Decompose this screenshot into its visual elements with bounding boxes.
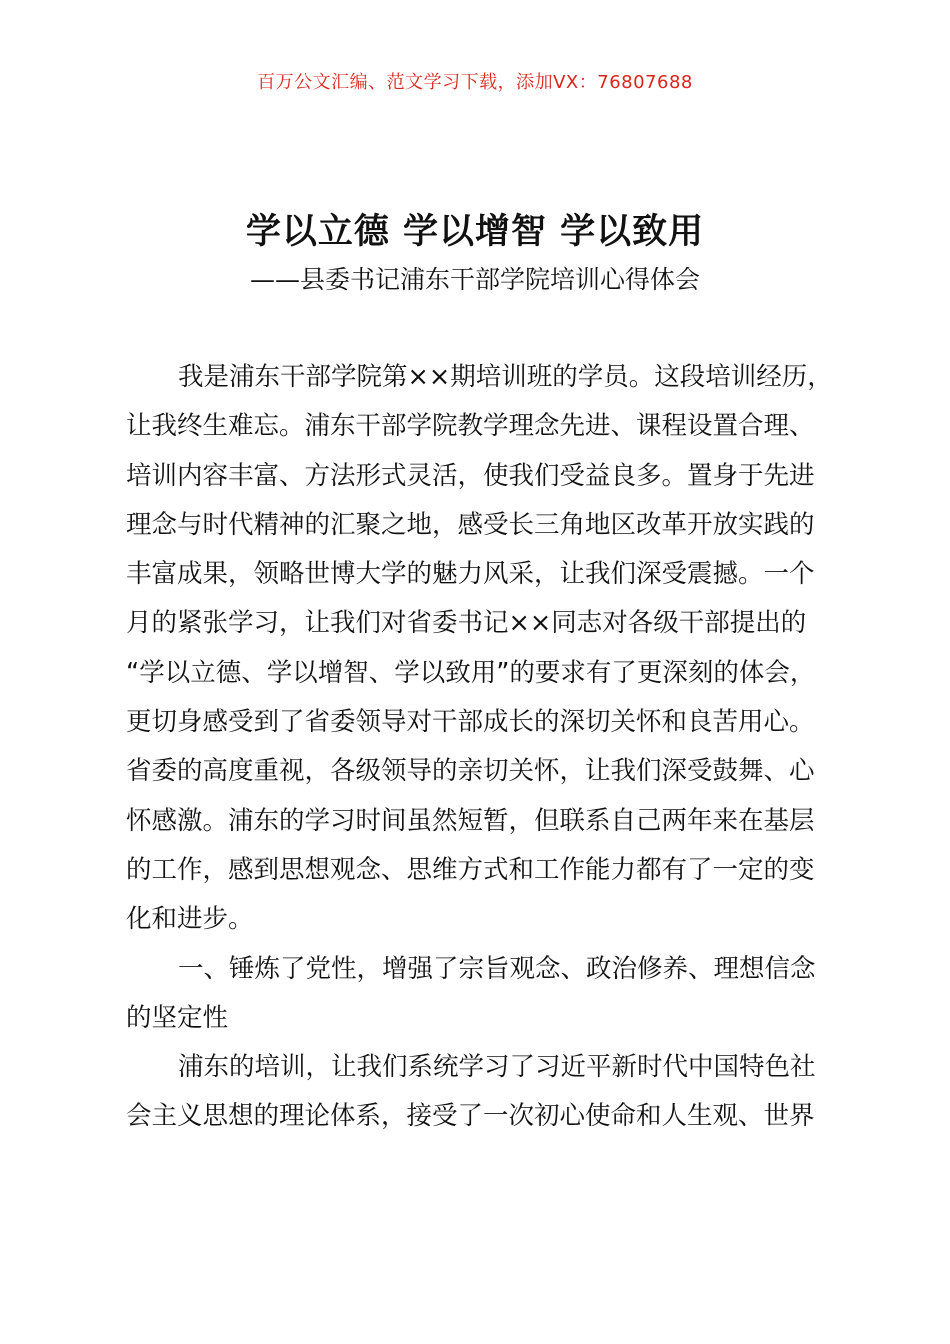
text-line: 更切身感受到了省委领导对干部成长的深切关怀和良苦用心。	[126, 707, 815, 738]
text-line: “学以立德、学以增智、学以致用”的要求有了更深刻的体会，	[126, 657, 816, 688]
body-text	[126, 353, 840, 1142]
text-line: 浦东的培训，让我们系统学习了习近平新时代中国特色社	[178, 1052, 816, 1083]
document-title: 学以立德 学以增智 学以致用	[245, 212, 705, 252]
text-line: 会主义思想的理论体系，接受了一次初心使命和人生观、世界	[126, 1101, 815, 1132]
text-line: 让我终生难忘。浦东干部学院教学理念先进、课程设置合理、	[126, 411, 815, 442]
text-line: 月的紧张学习，让我们对省委书记××同志对各级干部提出的	[126, 608, 807, 639]
section-heading-line: 的坚定性	[126, 1002, 229, 1033]
text-line: 化和进步。	[126, 904, 254, 935]
text-line: 省委的高度重视，各级领导的亲切关怀，让我们深受鼓舞、心	[126, 756, 815, 787]
text-line: 的工作，感到思想观念、思维方式和工作能力都有了一定的变	[126, 854, 815, 885]
text-line: 丰富成果，领略世博大学的魅力风采，让我们深受震撼。一个	[126, 559, 815, 590]
text-line: 我是浦东干部学院第××期培训班的学员。这段培训经历，	[178, 362, 833, 392]
text-line: 理念与时代精神的汇聚之地，感受长三角地区改革开放实践的	[126, 509, 815, 540]
text-line: 怀感激。浦东的学习时间虽然短暂，但联系自己两年来在基层	[126, 805, 815, 836]
header-watermark-note: 百万公文汇编、范文学习下载，添加VX：76807688	[257, 72, 693, 93]
text-line: 培训内容丰富、方法形式灵活，使我们受益良多。置身于先进	[126, 460, 815, 491]
document-subtitle: ——县委书记浦东干部学院培训心得体会	[249, 265, 700, 294]
section-heading-line: 一、锤炼了党性，增强了宗旨观念、政治修养、理想信念	[178, 953, 816, 984]
